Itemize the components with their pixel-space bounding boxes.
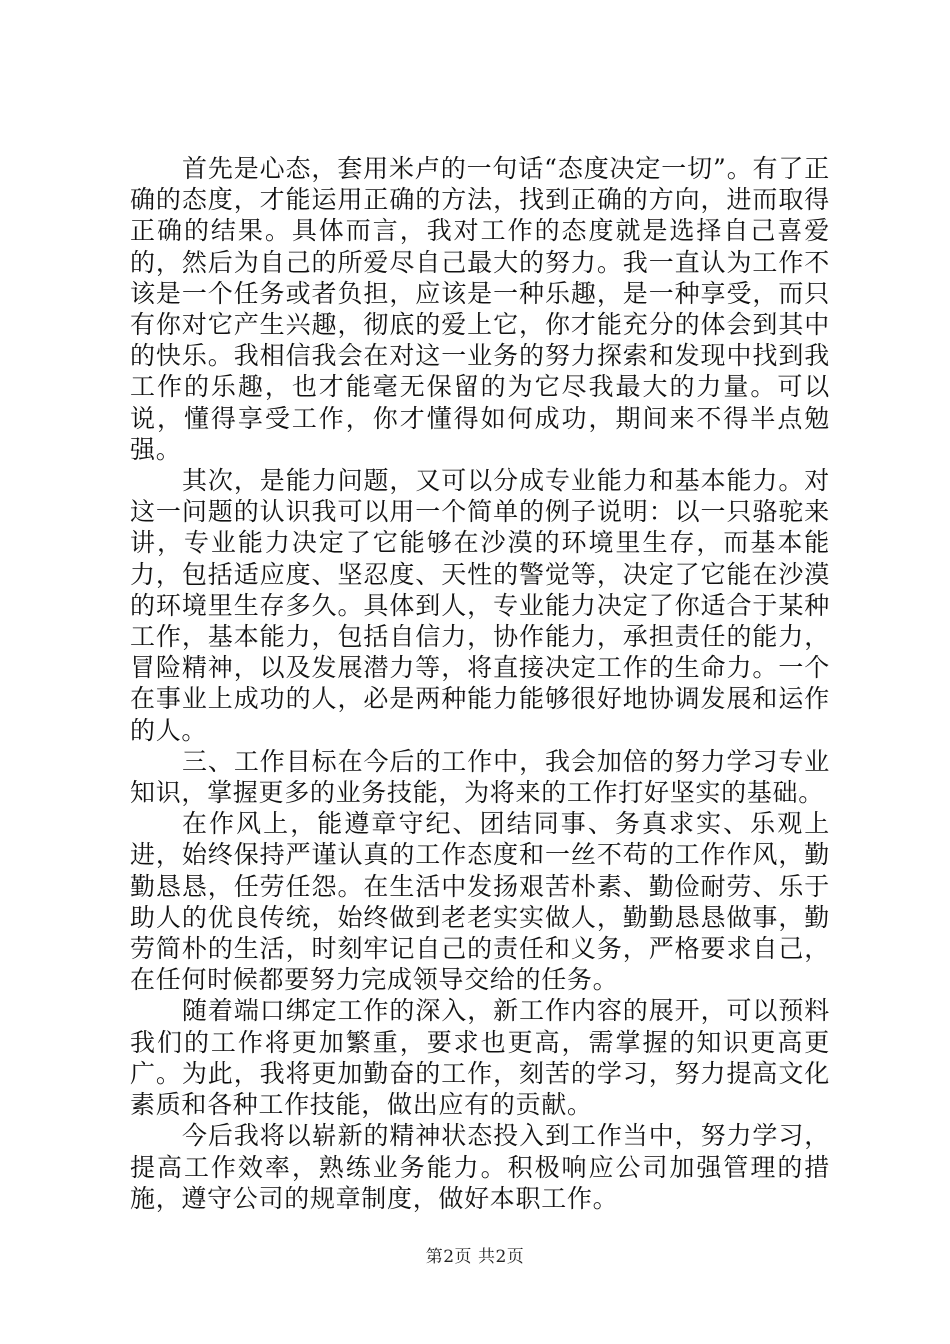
paragraph-work-goals: 三、工作目标在今后的工作中，我会加倍的努力学习专业知识，掌握更多的业务技能，为将来的工作打好坚实的基础。 — [130, 746, 830, 808]
page-footer: 第2页 共2页 — [425, 1247, 525, 1267]
paragraph-ability: 其次，是能力问题，又可以分成专业能力和基本能力。对这一问题的认识我可以用一个简单的例子说明：以一只骆驼来讲，专业能力决定了它能够在沙漠的环境里生存，而基本能力，包括适应度、坚忍度、天性的警觉等，决定了它能在沙漠的环境里生存多久。具体到人，专业能力决定了你适合于某种工作，基本能力，包括自信力，协作能力，承担责任的能力，冒险精神，以及发展潜力等，将直接决定工作的生命力。一个在事业上成功的人，必是两种能力能够很好地协调发展和运作的人。 — [130, 466, 830, 745]
paragraph-port-binding: 随着端口绑定工作的深入，新工作内容的展开，可以预料我们的工作将更加繁重，要求也更高，需掌握的知识更高更广。为此，我将更加勤奋的工作，刻苦的学习，努力提高文化素质和各种工作技能，做出应有的贡献。 — [130, 996, 830, 1120]
paragraph-work-style: 在作风上，能遵章守纪、团结同事、务真求实、乐观上进，始终保持严谨认真的工作态度和一丝不苟的工作作风，勤勤恳恳，任劳任怨。在生活中发扬艰苦朴素、勤俭耐劳、乐于助人的优良传统，始终做到老老实实做人，勤勤恳恳做事，勤劳简朴的生活，时刻牢记自己的责任和义务，严格要求自己，在任何时候都要努力完成领导交给的任务。 — [130, 809, 830, 995]
document-body — [130, 153, 830, 1214]
paragraph-attitude: 首先是心态，套用米卢的一句话“态度决定一切”。有了正确的态度，才能运用正确的方法，找到正确的方向，进而取得正确的结果。具体而言，我对工作的态度就是选择自己喜爱的，然后为自己的所爱尽自己最大的努力。我一直认为工作不该是一个任务或者负担，应该是一种乐趣，是一种享受，而只有你对它产生兴趣，彻底的爱上它，你才能充分的体会到其中的快乐。我相信我会在对这一业务的努力探索和发现中找到我工作的乐趣，也才能毫无保留的为它尽我最大的力量。可以说，懂得享受工作，你才懂得如何成功，期间来不得半点勉强。 — [130, 154, 830, 464]
paragraph-future: 今后我将以崭新的精神状态投入到工作当中，努力学习，提高工作效率，熟练业务能力。积极响应公司加强管理的措施，遵守公司的规章制度，做好本职工作。 — [130, 1121, 830, 1213]
